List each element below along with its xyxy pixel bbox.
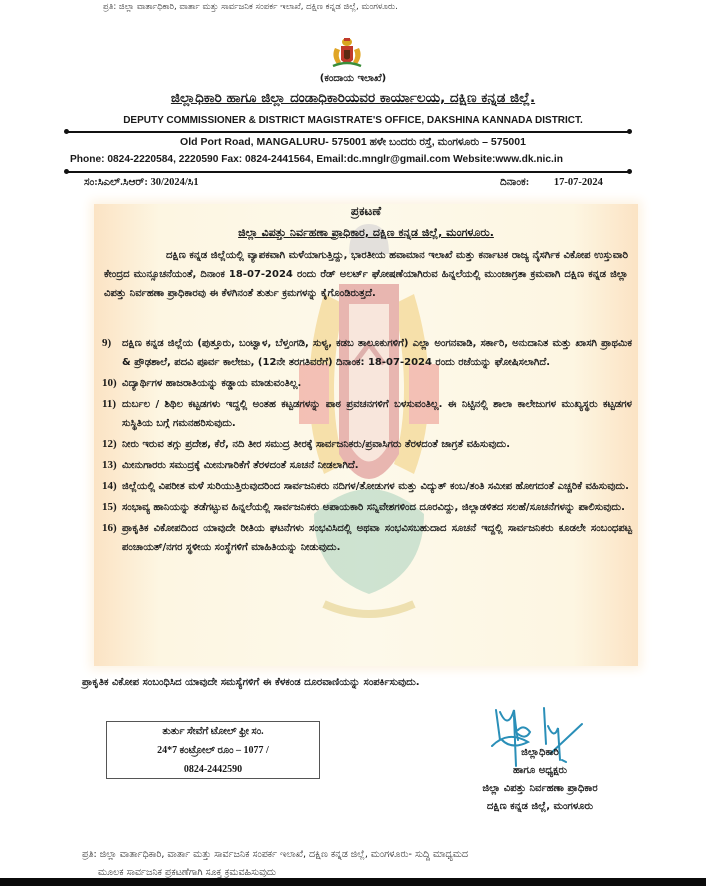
helpline-phone: 0824-2442590 — [183, 764, 243, 775]
item-number: 9) — [102, 337, 112, 349]
copy-to-note-top: ಪ್ರತಿ: ಜಿಲ್ಲಾ ವಾರ್ತಾಧಿಕಾರಿ, ವಾರ್ತಾ ಮತ್ತು ಸಾರ್ವಜನಿಕ ಸಂಪರ್ಕ ಇಲಾಖೆ, ದಕ್ಷಿಣ ಕನ್ನಡ ಜಿಲ್ಲೆ, ಮಂಗಳೂರು. — [103, 2, 398, 12]
item-number: 16) — [102, 522, 117, 534]
reference-number: ಸಂ:ಸಿಎಲ್.ಸಿಆರ್: 30/2024/ಸಿ1 — [84, 177, 199, 188]
notice-items-list — [102, 334, 632, 559]
item-number: 12) — [102, 438, 117, 450]
notice-title: ಪ್ರಕಟಣೆ — [350, 204, 382, 218]
signatory-role: ಹಾಗೂ ಅಧ್ಯಕ್ಷರು — [512, 765, 568, 776]
item-number: 15) — [102, 501, 117, 513]
item-number: 14) — [102, 480, 117, 492]
item-text: ಜಿಲ್ಲೆಯಲ್ಲಿ ವಿಪರೀತ ಮಳೆ ಸುರಿಯುತ್ತಿರುವುದರಿಂದ ಸಾರ್ವಜನಿಕರು ನದಿಗಳ/ತೋಡುಗಳ ಮತ್ತು ವಿದ್ಯುತ್ ಕಂಬ/ತಂತಿ ಸಮೀಪ ಹೋಗದಂತೆ ಎಚ್ಚರಿಕೆ ವಹಿಸುವುದು. — [122, 481, 629, 492]
department-name: (ಕಂದಾಯ ಇಲಾಖೆ) — [319, 73, 387, 84]
notice-intro: ದಕ್ಷಿಣ ಕನ್ನಡ ಜಿಲ್ಲೆಯಲ್ಲಿ ವ್ಯಾಪಕವಾಗಿ ಮಳೆಯಾಗುತ್ತಿದ್ದು, ಭಾರತೀಯ ಹವಾಮಾನ ಇಲಾಖೆ ಮತ್ತು ಕರ್ನಾಟಕ ರಾಜ್ಯ ನೈಸರ್ಗಿಕ ವಿಕೋಪ ಉಸ್ತುವಾರಿ ಕೇಂದ್ರದ ಮುನ್ಸೂಚನೆಯಂತೆ, ದಿನಾಂಕ 18-07-2024 ರಂದು ರೆಡ್ ಅಲರ್ಟ್ ಘೋಷಣೆಯಾಗಿರುವ ಹಿನ್ನಲೆಯಲ್ಲಿ ಮುಂಜಾಗ್ರತಾ ಕ್ರಮವಾಗಿ ದಕ್ಷಿಣ ಕನ್ನಡ ಜಿಲ್ಲಾ ವಿಪತ್ತು ನಿರ್ವಹಣಾ ಪ್ರಾಧಿಕಾರವು ಈ ಕೆಳಗಿನಂತೆ ತುರ್ತು ಕ್ರಮಗಳನ್ನು ಕೈಗೊಂಡಿರುತ್ತದೆ. — [104, 250, 628, 299]
notice-item — [102, 477, 632, 496]
copy-line-2: ಮೂಲಕ ಸಾರ್ವಜನಿಕ ಪ್ರಕಟಣೆಗಾಗಿ ಸೂಕ್ತ ಕ್ರಮವಹಿಸುವುದು — [98, 867, 277, 878]
signatory-location: ದಕ್ಷಿಣ ಕನ್ನಡ ಜಿಲ್ಲೆ, ಮಂಗಳೂರು — [486, 801, 594, 812]
item-text: ಸಂಭಾವ್ಯ ಹಾನಿಯನ್ನು ತಡೆಗಟ್ಟುವ ಹಿನ್ನಲೆಯಲ್ಲಿ ಸಾರ್ವಜನಿಕರು ಅಪಾಯಕಾರಿ ಸನ್ನಿವೇಶಗಳಿಂದ ದೂರವಿದ್ದು, ಜಿಲ್ಲಾಡಳಿತದ ಸಲಹೆ/ಸೂಚನೆಗಳನ್ನು ಪಾಲಿಸುವುದು. — [122, 502, 625, 513]
item-number: 10) — [102, 377, 117, 389]
signatory-block — [430, 744, 650, 816]
notice-item — [102, 395, 632, 433]
signatory-authority: ಜಿಲ್ಲಾ ವಿಪತ್ತು ನಿರ್ವಹಣಾ ಪ್ರಾಧಿಕಾರ — [482, 783, 598, 794]
signatory-title: ಜಿಲ್ಲಾಧಿಕಾರಿ — [521, 747, 559, 758]
karnataka-emblem-icon — [327, 34, 367, 70]
notice-item — [102, 435, 632, 454]
item-text: ಮೀನುಗಾರರು ಸಮುದ್ರಕ್ಕೆ ಮೀನುಗಾರಿಕೆಗೆ ತೆರಳದಂತೆ ಸೂಚನೆ ನೀಡಲಾಗಿದೆ. — [122, 460, 359, 471]
notice-subtitle: ಜಿಲ್ಲಾ ವಿಪತ್ತು ನಿರ್ವಹಣಾ ಪ್ರಾಧಿಕಾರ, ದಕ್ಷಿಣ ಕನ್ನಡ ಜಿಲ್ಲೆ, ಮಂಗಳೂರು. — [238, 226, 494, 239]
header-divider-2 — [66, 171, 630, 173]
office-contact: Phone: 0824-2220584, 2220590 Fax: 0824-2441564, Email:dc.mnglr@gmail.com Website:www.dk.nic.in — [70, 154, 563, 165]
notice-item — [102, 498, 632, 517]
header-divider — [66, 131, 630, 133]
notice-item — [102, 456, 632, 475]
bottom-edge-strip — [0, 878, 706, 886]
notice-item — [102, 374, 632, 393]
office-address: Old Port Road, MANGALURU- 575001 ಹಳೇ ಬಂದರು ರಸ್ತೆ, ಮಂಗಳೂರು – 575001 — [180, 136, 526, 148]
notice-panel — [94, 204, 638, 666]
item-text: ನೀರು ಇರುವ ತಗ್ಗು ಪ್ರದೇಶ, ಕೆರೆ, ನದಿ ತೀರ ಸಮುದ್ರ ತೀರಕ್ಕೆ ಸಾರ್ವಜನಿಕರು/ಪ್ರವಾಸಿಗರು ತೆರಳದಂತೆ ಜಾಗ್ರತೆ ವಹಿಸುವುದು. — [122, 439, 510, 450]
item-text: ಪ್ರಾಕೃತಿಕ ವಿಕೋಪದಿಂದ ಯಾವುದೇ ರೀತಿಯ ಘಟನೆಗಳು ಸಂಭವಿಸಿದಲ್ಲಿ ಅಥವಾ ಸಂಭವಿಸಬಹುದಾದ ಸೂಚನೆ ಇದ್ದಲ್ಲಿ ಸಾರ್ವಜನಿಕರು ಕೂಡಲೇ ಸಂಬಂಧಪಟ್ಟ ಪಂಚಾಯತ್/ನಗರ ಸ್ಥಳೀಯ ಸಂಸ್ಥೆಗಳಿಗೆ ಮಾಹಿತಿಯನ್ನು ನೀಡುವುದು. — [122, 523, 632, 553]
item-number: 11) — [102, 398, 117, 410]
date-label: ದಿನಾಂಕ: — [500, 177, 530, 188]
helpline-box — [106, 721, 320, 779]
notice-item — [102, 519, 632, 557]
item-text: ದುರ್ಬಲ / ಶಿಥಿಲ ಕಟ್ಟಡಗಳು ಇದ್ದಲ್ಲಿ ಅಂತಹ ಕಟ್ಟಡಗಳನ್ನು ಪಾಠ ಪ್ರವಚನಗಳಿಗೆ ಬಳಸುವಂತಿಲ್ಲ. ಈ ನಿಟ್ಟಿನಲ್ಲಿ ಶಾಲಾ ಕಾಲೇಜುಗಳ ಮುಖ್ಯಸ್ಥರು ಕಟ್ಟಡಗಳ ಸುಸ್ಥಿತಿಯ ಬಗ್ಗೆ ಗಮನಹರಿಸುವುದು. — [122, 399, 632, 429]
copy-line-1: ಪ್ರತಿ: ಜಿಲ್ಲಾ ವಾರ್ತಾಧಿಕಾರಿ, ವಾರ್ತಾ ಮತ್ತು ಸಾರ್ವಜನಿಕ ಸಂಪರ್ಕ ಇಲಾಖೆ, ದಕ್ಷಿಣ ಕನ್ನಡ ಜಿಲ್ಲೆ, ಮಂಗಳೂರು- ಸುದ್ದಿ ಮಾಧ್ಯಮದ — [82, 849, 469, 860]
date-line — [500, 177, 603, 189]
item-text: ದಕ್ಷಿಣ ಕನ್ನಡ ಜಿಲ್ಲೆಯ (ಪುತ್ತೂರು, ಬಂಟ್ವಾಳ, ಬೆಳ್ತಂಗಡಿ, ಸುಳ್ಯ, ಕಡಬ ತಾಲೂಕುಗಳಿಗೆ) ಎಲ್ಲಾ ಅಂಗನವಾಡಿ, ಸರ್ಕಾರಿ, ಅನುದಾನಿತ ಮತ್ತು ಖಾಸಗಿ ಪ್ರಾಥಮಿಕ & ಪ್ರೌಢಶಾಲೆ, ಪದವಿ ಪೂರ್ವ ಕಾಲೇಜು, (12ನೇ ತರಗತಿವರೆಗೆ) ದಿನಾಂಕ: 18-07-2024 ರಂದು ರಜೆಯನ್ನು ಘೋಷಿಸಲಾಗಿದೆ. — [122, 338, 632, 368]
helpline-control-room: 24*7 ಕಂಟ್ರೋಲ್ ರೂಂ – 1077 / — [157, 745, 269, 756]
office-title-kannada: ಜಿಲ್ಲಾಧಿಕಾರಿ ಹಾಗೂ ಜಿಲ್ಲಾ ದಂಡಾಧಿಕಾರಿಯವರ ಕಾರ್ಯಾಲಯ, ದಕ್ಷಿಣ ಕನ್ನಡ ಜಿಲ್ಲೆ. — [170, 90, 536, 106]
helpline-title: ತುರ್ತು ಸೇವೆಗೆ ಟೋಲ್ ಫ್ರೀ ಸಂ. — [162, 726, 264, 737]
date-value: 17-07-2024 — [553, 177, 603, 188]
closing-note: ಪ್ರಾಕೃತಿಕ ವಿಕೋಪ ಸಂಬಂಧಿಸಿದ ಯಾವುದೇ ಸಮಸ್ಯೆಗಳಿಗೆ ಈ ಕೆಳಕಂಡ ದೂರವಾಣಿಯನ್ನು ಸಂಪರ್ಕಿಸುವುದು. — [82, 677, 420, 688]
item-text: ವಿದ್ಯಾರ್ಥಿಗಳ ಹಾಜರಾತಿಯನ್ನು ಕಡ್ಡಾಯ ಮಾಡುವಂತಿಲ್ಲ. — [122, 378, 302, 389]
item-number: 13) — [102, 459, 117, 471]
copy-to-note-bottom — [82, 846, 642, 882]
notice-item — [102, 334, 632, 372]
office-title-english: DEPUTY COMMISSIONER & DISTRICT MAGISTRATE'S OFFICE, DAKSHINA KANNADA DISTRICT. — [123, 115, 583, 126]
